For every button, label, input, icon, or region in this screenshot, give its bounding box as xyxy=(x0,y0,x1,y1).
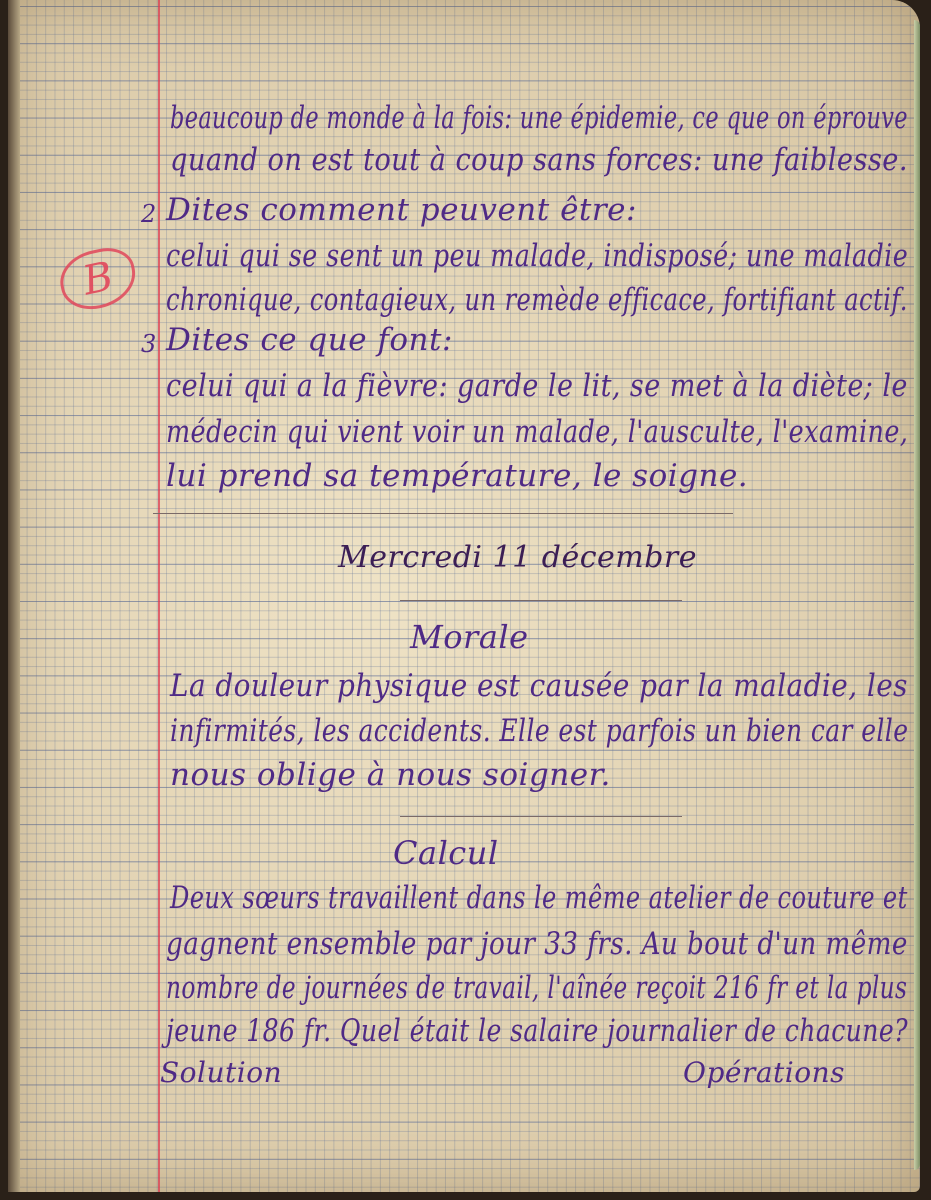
morale-line-3: nous oblige à nous soigner. xyxy=(170,757,611,793)
text-line-5: chronique, contagieux, un remède efficace, fortifiant actif. xyxy=(166,282,908,318)
morale-line-1: La douleur physique est causée par la maladie, les xyxy=(170,668,908,704)
date-underline xyxy=(400,600,682,601)
question-number-2: 2 xyxy=(141,200,157,228)
solution-label: Solution xyxy=(160,1056,283,1089)
separator-rule xyxy=(153,513,733,514)
text-line-7: celui qui a la fièvre: garde le lit, se met à la diète; le xyxy=(166,368,908,404)
text-line-3: Dites comment peuvent être: xyxy=(166,192,637,228)
calcul-line-2: gagnent ensemble par jour 33 frs. Au bout d'un même xyxy=(166,926,908,962)
morale-rule xyxy=(400,816,682,817)
grade-mark: B xyxy=(55,243,141,316)
margin-line xyxy=(158,0,160,1192)
text-line-9: lui prend sa température, le soigne. xyxy=(166,458,749,494)
notebook-page xyxy=(8,0,920,1192)
text-line-1: beaucoup de monde à la fois: une épidemie, ce que on éprouve xyxy=(170,100,908,136)
text-line-6: Dites ce que font: xyxy=(166,322,453,358)
spine-binding xyxy=(8,0,20,1192)
morale-line-2: infirmités, les accidents. Elle est parfois un bien car elle xyxy=(170,713,909,749)
calcul-line-4: jeune 186 fr. Quel était le salaire journalier de chacune? xyxy=(166,1013,908,1049)
page-edge xyxy=(914,20,920,1170)
date-heading: Mercredi 11 décembre xyxy=(338,540,698,575)
morale-title: Morale xyxy=(410,618,529,656)
text-line-8: médecin qui vient voir un malade, l'ausculte, l'examine, xyxy=(166,414,909,450)
calcul-title: Calcul xyxy=(393,834,499,872)
text-line-4: celui qui se sent un peu malade, indisposé; une maladie xyxy=(166,238,909,274)
calcul-line-1: Deux sœurs travaillent dans le même atelier de couture et xyxy=(170,880,908,916)
calcul-line-3: nombre de journées de travail, l'aînée reçoit 216 fr et la plus xyxy=(166,970,908,1006)
question-number-3: 3 xyxy=(141,330,157,358)
text-line-2: quand on est tout à coup sans forces: une faiblesse. xyxy=(170,142,908,178)
operations-label: Opérations xyxy=(683,1056,845,1089)
